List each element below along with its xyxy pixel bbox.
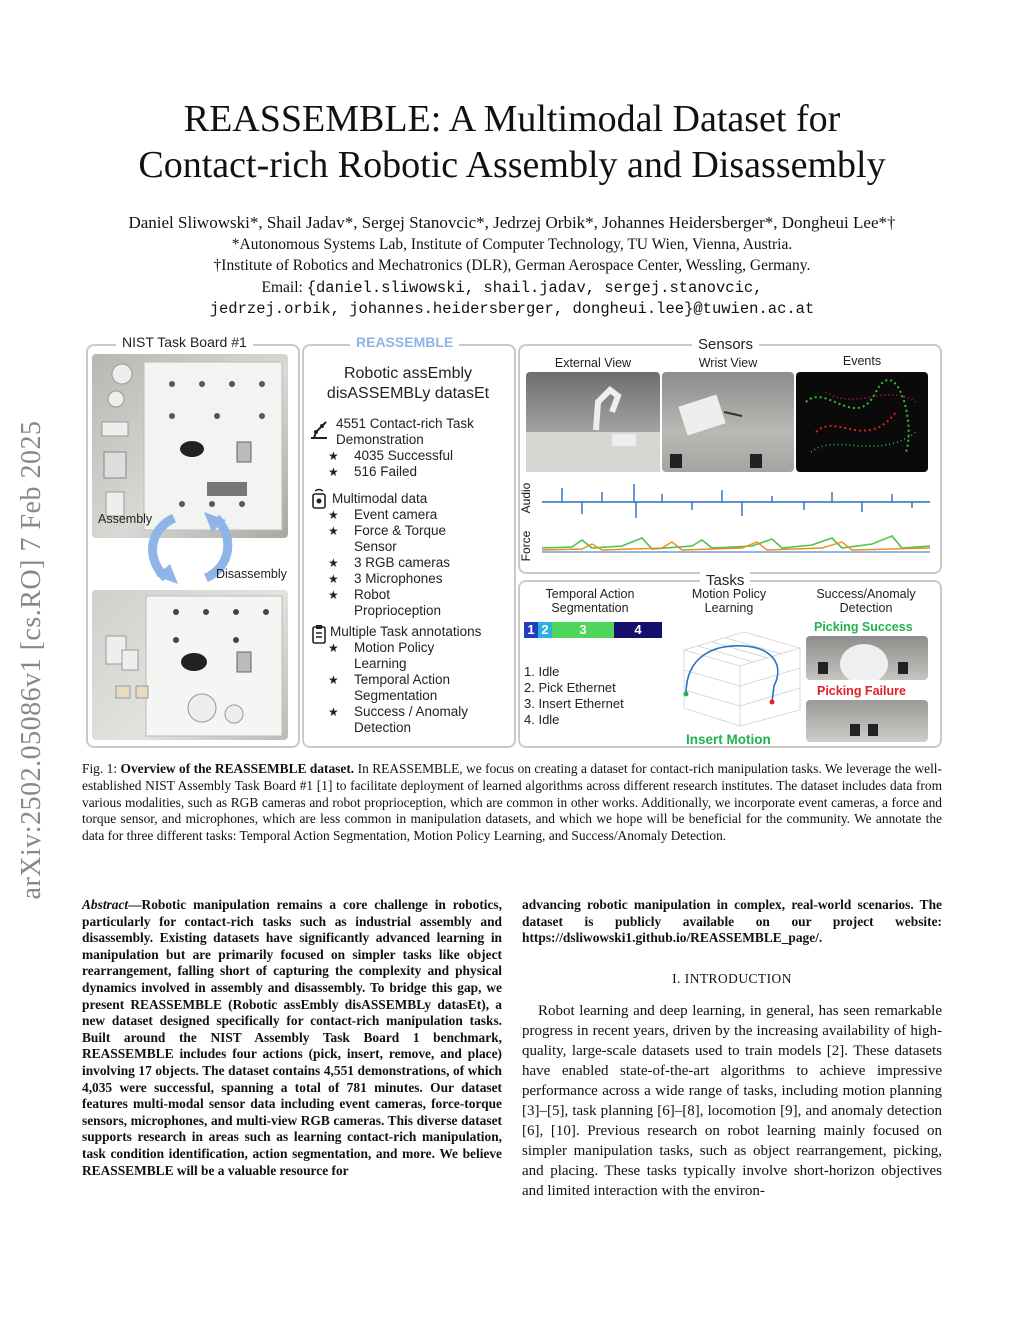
action-item: 1. Idle: [524, 664, 560, 679]
disassembly-label: Disassembly: [216, 567, 287, 581]
abstract-text: —Robotic manipulation remains a core challenge in robotics, particularly for contact-rich tasks such as industrial assembly and disassembly. Existing datasets have significantly advanced learning in manipulation but are primarily focused on simpler tasks like object rearrangement, falling short of capturing the complexity and physical dynamics involved in assembly and disassembly. To bridge this gap, we present REASSEMBLE (Robotic assEmbly disASSEMBLy datasEt), a new dataset designed specifically for contact-rich manipulation tasks. Built around the NIST Assembly Task Board 1 benchmark, REASSEMBLE includes four actions (pick, insert, remove, and place) involving 17 objects. The dataset contains 4,551 demonstrations, of which 4,035 were successful, spanning a total of 781 minutes. Our dataset features multi-modal sensor data including event cameras, force-torque sensors, microphones, and multi-view RGB cameras. This diverse dataset supports research in areas such as learning contact-rich manipulation, task condition identification, action segmentation, and more. We believe REASSEMBLE will be a valuable resource for: [82, 897, 502, 1178]
title-line-1: REASSEMBLE: A Multimodal Dataset for: [183, 98, 841, 140]
wrist-view-label: Wrist View: [698, 356, 758, 370]
demo-item: ★ 4035 Successful: [318, 448, 508, 464]
signal-plots: [542, 482, 932, 562]
action-item: 3. Insert Ethernet: [524, 696, 624, 711]
email-label: Email:: [261, 279, 303, 296]
acronym-line-2: disASSEMBLy datasEt: [326, 385, 490, 402]
author-list: Daniel Sliwowski*, Shail Jadav*, Sergej Stanovcic*, Jedrzej Orbik*, Johannes Heidersberger*, Dongheui Lee*†: [128, 213, 896, 232]
picking-success-label: Picking Success: [814, 620, 913, 634]
sensors-title: Sensors: [692, 336, 759, 353]
right-column: [522, 897, 942, 1201]
multimodal-list: [318, 507, 508, 619]
modality-item: ★ Event camera: [318, 507, 508, 523]
intro-paragraph: Robot learning and deep learning, in general, has seen remarkable progress in recent years, driven by the increasing availability of high-quality, large-scale datasets used to train models [2]. These datasets have enabled state-of-the-art algorithms to achieve impressive performance across a wide range of tasks, including motion planning [3]–[5], task planning [6]–[8], locomotion [9], and anomaly detection [6], [10]. Previous research on robot learning mainly focused on simpler manipulation tasks, such as object rearrangement, picking, and placing. These tasks typically involve short-horizon objectives and limited interaction with the environ-: [522, 1003, 942, 1200]
demo-list: [318, 448, 508, 480]
action-list: [524, 664, 624, 728]
multimodal-heading: Multimodal data: [332, 491, 428, 506]
trajectory-plot: [674, 626, 806, 730]
failure-scene: [806, 700, 928, 742]
segment-2: 2: [538, 622, 552, 638]
action-item: 2. Pick Ethernet: [524, 680, 616, 695]
assembly-label: Assembly: [98, 512, 153, 526]
success-scene: [806, 636, 928, 680]
modality-item: ★ 3 Microphones: [318, 571, 508, 587]
caption-label: Fig. 1:: [82, 761, 118, 776]
acronym-block: [308, 364, 508, 404]
annotations-list: [318, 640, 508, 736]
picking-success-image: [806, 636, 928, 680]
email-line-2: jedrzej.orbik, johannes.heidersberger, dongheui.lee}@tuwien.ac.at: [209, 300, 815, 318]
board-photo-disassembled: [92, 590, 288, 740]
wrist-view-image: [662, 372, 794, 472]
abstract-continuation: advancing robotic manipulation in complex, real-world scenarios. The dataset is publicly available on our project website: https://dsliwowski1.github.io/REASSEMBLE_page/.: [522, 897, 942, 946]
affiliation-2: †Institute of Robotics and Mechatronics (DLR), German Aerospace Center, Wessling, Germany.: [213, 257, 811, 274]
arxiv-stamp: arXiv:2502.05086v1 [cs.RO] 7 Feb 2025: [16, 420, 47, 900]
demo-item: ★ 516 Failed: [318, 464, 508, 480]
segment-1: 1: [524, 622, 538, 638]
modality-item: ★ Force & Torque Sensor: [318, 523, 454, 555]
email-addresses-1: {daniel.sliwowski, shail.jadav, sergej.stanovcic,: [306, 279, 763, 297]
segment-4: 4: [614, 622, 662, 638]
paper-title: [60, 96, 964, 188]
sad-label: Success/Anomaly Detection: [816, 587, 916, 615]
tasks-title: Tasks: [700, 572, 750, 589]
intro-heading: I. INTRODUCTION: [672, 970, 792, 986]
audio-axis-label: Audio: [519, 482, 533, 514]
wrist-scene: [662, 372, 794, 472]
demo-heading: 4551 Contact-rich Task Demonstration: [336, 416, 474, 447]
figure-caption: [82, 761, 942, 845]
picking-failure-label: Picking Failure: [817, 684, 906, 698]
external-view-image: [526, 372, 660, 472]
robot-scene: [526, 372, 660, 472]
title-line-2: Contact-rich Robotic Assembly and Disassembly: [138, 144, 886, 186]
acronym-line-1: Robotic assEmbly: [343, 365, 473, 382]
event-stream: [796, 372, 928, 472]
robot-arm-icon: [308, 418, 330, 440]
picking-failure-image: [806, 700, 928, 742]
board-illustration-2: [92, 590, 288, 740]
events-label: Events: [842, 354, 882, 368]
reassemble-title: REASSEMBLE: [350, 334, 459, 350]
annotation-item: ★ Motion Policy Learning: [318, 640, 464, 672]
annotations-heading: Multiple Task annotations: [330, 624, 482, 639]
annotation-item: ★ Success / Anomaly Detection: [318, 704, 494, 736]
audio-waveform: [542, 484, 930, 518]
insert-motion-label: Insert Motion: [686, 732, 771, 747]
tas-label: Temporal Action Segmentation: [545, 587, 635, 615]
force-signal: [542, 536, 930, 552]
external-view-label: External View: [554, 356, 632, 370]
affiliation-1: *Autonomous Systems Lab, Institute of Computer Technology, TU Wien, Vienna, Austria.: [231, 236, 793, 253]
abstract-label: Abstract: [82, 897, 129, 912]
modality-item: ★ Robot Proprioception: [318, 587, 454, 619]
mpl-label: Motion Policy Learning: [691, 587, 767, 615]
segmentation-bar: [524, 622, 662, 638]
email-line-1: [40, 279, 984, 297]
modality-item: ★ 3 RGB cameras: [318, 555, 508, 571]
events-image: [796, 372, 928, 472]
annotation-item: ★ Temporal Action Segmentation: [318, 672, 474, 704]
figure-1: [86, 336, 942, 752]
action-item: 4. Idle: [524, 712, 560, 727]
caption-text: In REASSEMBLE, we focus on creating a dataset for contact-rich manipulation tasks. We leverage the well-established NIST Assembly Task Board #1 [1] to facilitate deployment of learned algorithms across different research institutes. The dataset includes data from various modalities, such as RGB cameras and robot proprioception, which are common in other works. Additionally, we incorporate event cameras, a force and torque sensor, and microphones, which are less common in manipulation datasets, and which we hope will be beneficial for the community. We annotate the data for three different tasks: Temporal Action Segmentation, Motion Policy Learning, and Success/Anomaly Detection.: [82, 761, 942, 844]
caption-title: Overview of the REASSEMBLE dataset.: [120, 761, 355, 776]
force-axis-label: Force: [519, 530, 533, 562]
nist-title: NIST Task Board #1: [116, 334, 253, 350]
abstract: [82, 897, 502, 1179]
segment-3: 3: [552, 622, 614, 638]
